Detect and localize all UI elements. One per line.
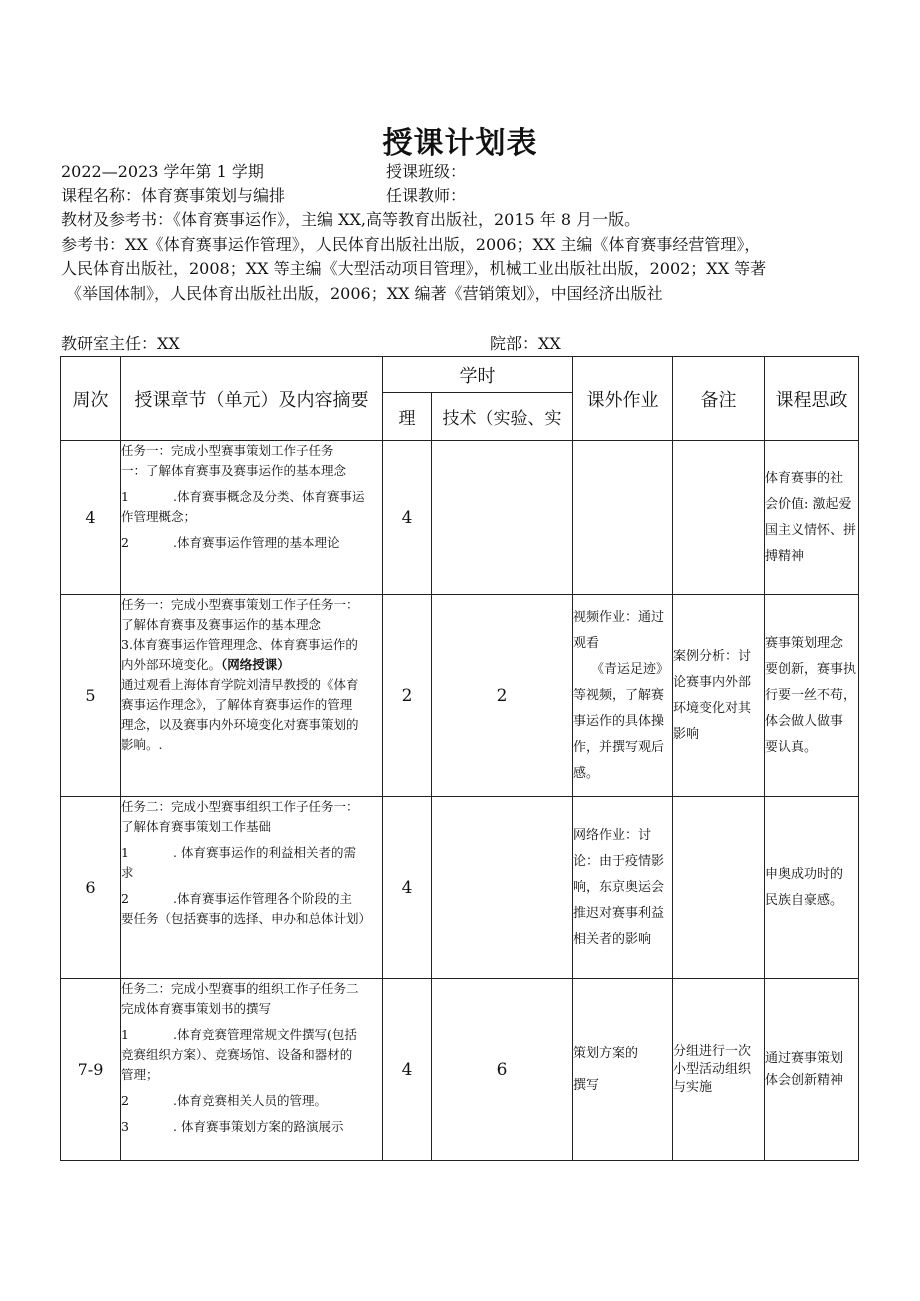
content-line: 任务一：完成小型赛事策划工作子任务 — [121, 443, 334, 458]
homework-cell: 网络作业：讨 论：由于疫情影 响，东京奥运会 推迟对赛事利益 相关者的影响 — [573, 797, 673, 979]
homework-cell — [573, 441, 673, 595]
content-cell — [121, 441, 383, 595]
header-practice: 技术（实验、实 — [432, 393, 573, 441]
header-week: 周次 — [61, 357, 121, 441]
content-item: 作管理概念； — [121, 509, 197, 524]
practice-hours — [432, 797, 573, 979]
theory-hours: 4 — [383, 441, 432, 595]
table-row — [61, 979, 859, 1161]
remarks-cell — [673, 797, 765, 979]
header-hours: 学时 — [383, 357, 573, 393]
content-cell: 任务二：完成小型赛事的组织工作子任务二 完成体育赛事策划书的撰写 1 .体育竞赛管理常规文件撰写(包括 竞赛组织方案）、竞赛场馆、设备和器材的 管理； 2 .体育竞赛相关人员的管理。 3 . 体育赛事策划方案的路演展示 — [121, 979, 383, 1161]
homework-cell: 视频作业：通过 观看 《青运足迹》 等视频，了解赛 事运作的具体操 作，并撰写观后 感。 — [573, 595, 673, 797]
week-cell: 7-9 — [61, 979, 121, 1161]
department: 院部：XX — [490, 334, 561, 353]
ideology-cell: 通过赛事策划 体会创新精神 — [765, 979, 859, 1161]
reference-line-3: 《举国体制》，人民体育出版社出版，2006；XX 编著《营销策划》，中国经济出版社 — [66, 284, 663, 303]
remarks-cell: 案例分析：讨 论赛事内外部 环境变化对其 影响 — [673, 595, 765, 797]
content-line: 一：了解体育赛事及赛事运作的基本理念 — [121, 463, 347, 478]
week-cell: 4 — [61, 441, 121, 595]
theory-hours: 4 — [383, 797, 432, 979]
plan-table — [60, 356, 859, 1161]
reference-line-1: 参考书：XX《体育赛事运作管理》，人民体育出版社出版，2006；XX 主编《体育赛事经营管理》， — [61, 235, 761, 254]
table-row — [61, 797, 859, 979]
practice-hours: 2 — [432, 595, 573, 797]
theory-hours: 4 — [383, 979, 432, 1161]
homework-cell: 策划方案的 撰写 — [573, 979, 673, 1161]
teacher-label: 任课教师： — [386, 186, 467, 205]
online-tag: （网络授课） — [221, 657, 290, 672]
reference-line-2: 人民体育出版社，2008；XX 等主编《大型活动项目管理》，机械工业出版社出版，2002；XX 等著 — [61, 259, 767, 278]
table-row — [61, 595, 859, 797]
textbook: 教材及参考书：《体育赛事运作》，主编 XX,高等教育出版社，2015 年 8 月一版。 — [61, 210, 641, 229]
course-name: 课程名称：体育赛事策划与编排 — [61, 186, 286, 205]
class-label: 授课班级： — [386, 162, 467, 181]
practice-hours — [432, 441, 573, 595]
page-title: 授课计划表 — [382, 126, 538, 161]
ideology-cell: 申奥成功时的 民族自豪感。 — [765, 797, 859, 979]
header-theory: 理 — [383, 393, 432, 441]
week-cell: 5 — [61, 595, 121, 797]
theory-hours: 2 — [383, 595, 432, 797]
header-ideology: 课程思政 — [765, 357, 859, 441]
remarks-cell — [673, 441, 765, 595]
content-item: 2 .体育赛事运作管理的基本理论 — [121, 535, 340, 550]
director: 教研室主任：XX — [61, 334, 180, 353]
table-row — [61, 441, 859, 595]
semester: 2022—2023 学年第 1 学期 — [61, 162, 264, 181]
content-cell: 任务二：完成小型赛事组织工作子任务一： 了解体育赛事策划工作基础 1 . 体育赛事运作的利益相关者的需 求 2 .体育赛事运作管理各个阶段的主 要任务（包括赛事的选择、申办和总体计划） — [121, 797, 383, 979]
practice-hours: 6 — [432, 979, 573, 1161]
week-cell: 6 — [61, 797, 121, 979]
header-content: 授课章节（单元）及内容摘要 — [121, 357, 383, 441]
remarks-cell: 分组进行一次 小型活动组织 与实施 — [673, 979, 765, 1161]
header-remarks: 备注 — [673, 357, 765, 441]
ideology-cell: 赛事策划理念 要创新，赛事执 行要一丝不苟， 体会做人做事 要认真。 — [765, 595, 859, 797]
header-homework: 课外作业 — [573, 357, 673, 441]
ideology-cell: 体育赛事的社 会价值: 激起爱 国主义情怀、拼 搏精神 — [765, 441, 859, 595]
content-item: 1 .体育赛事概念及分类、体育赛事运 — [121, 489, 365, 504]
content-cell: 任务一：完成小型赛事策划工作子任务一： 了解体育赛事及赛事运作的基本理念 3.体育赛事运作管理理念、体育赛事运作的 内外部环境变化。（网络授课） 通过观看上海体育学院刘清早教授的《体育 赛事运作理念》，了解体育赛事运作的管理 理念，以及赛事内外环境变化对赛事策划的 影响。. — [121, 595, 383, 797]
